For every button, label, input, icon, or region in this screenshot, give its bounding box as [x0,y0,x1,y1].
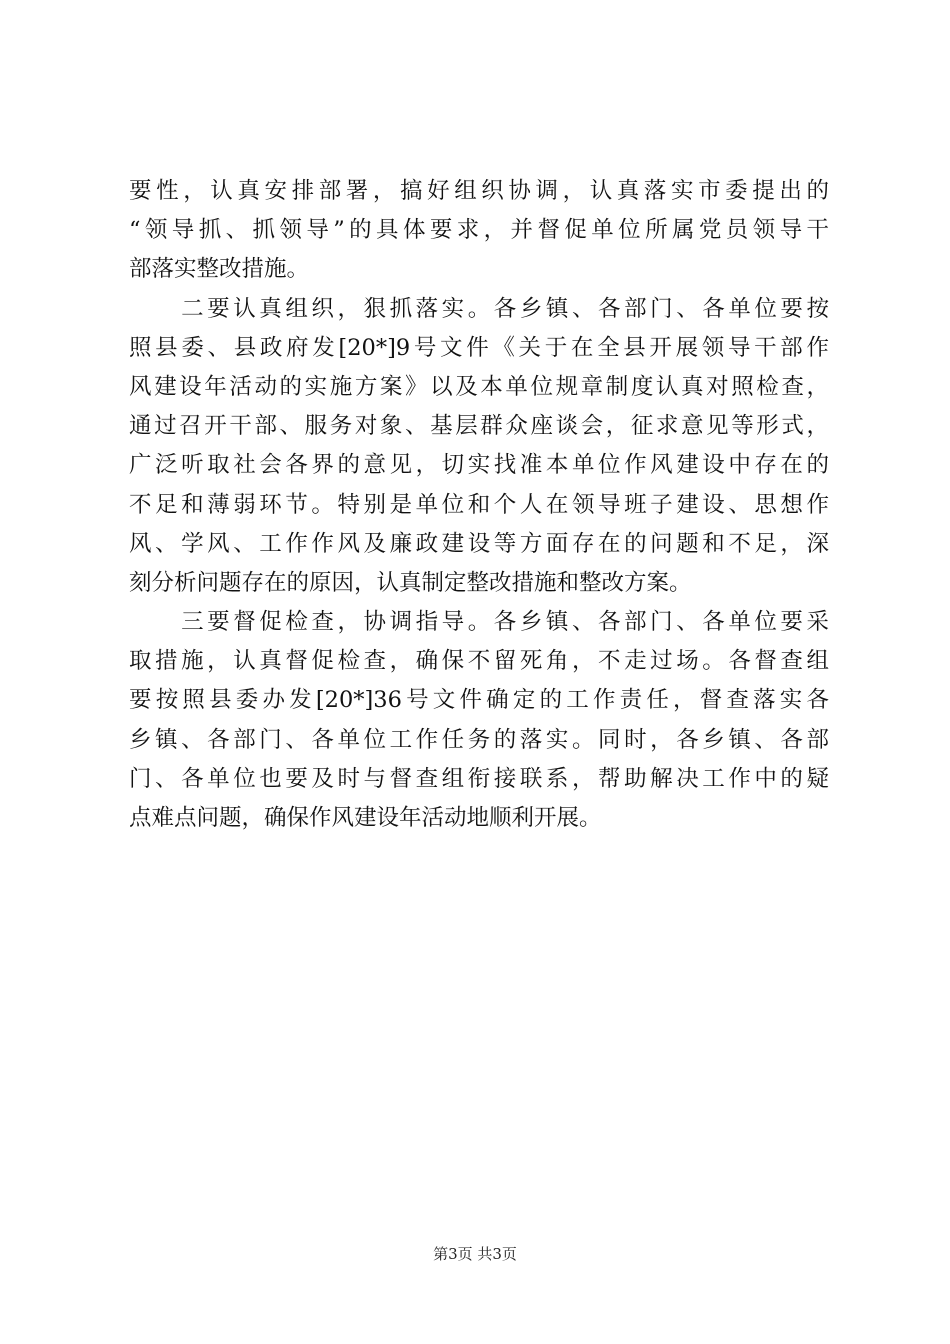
text-line: 要性，认真安排部署，搞好组织协调，认真落实市委提出的 [129,178,829,204]
text-line: 风、学风、工作作风及廉政建设等方面存在的问题和不足，深 [129,530,829,557]
text-line: 取措施，认真督促检查，确保不留死角，不走过场。各督查组 [129,648,829,675]
text-line: 广泛听取社会各界的意见，切实找准本单位作风建设中存在的 [129,452,829,479]
text-line: 刻分析问题存在的原因，认真制定整改措施和整改方案。 [129,569,692,596]
page-footer [0,1244,950,1264]
text-line: 二要认真组织，狠抓落实。各乡镇、各部门、各单位要按 [129,295,829,322]
text-line: 部落实整改措施。 [129,256,310,283]
body-text [129,172,829,838]
text-line: 三要督促检查，协调指导。各乡镇、各部门、各单位要采 [129,609,829,636]
text-line: 风建设年活动的实施方案》以及本单位规章制度认真对照检查， [129,373,829,400]
text-line: 点难点问题，确保作风建设年活动地顺利开展。 [129,805,602,831]
text-line: 乡镇、各部门、各单位工作任务的落实。同时，各乡镇、各部 [129,726,829,753]
text-line: 要按照县委办发[20*]36号文件确定的工作责任，督查落实各 [129,687,829,714]
text-line: “领导抓、抓领导”的具体要求，并督促单位所属党员领导干 [129,217,829,244]
text-line: 通过召开干部、服务对象、基层群众座谈会，征求意见等形式， [129,413,829,440]
page-number: 第3页 共3页 [433,1245,517,1263]
text-line: 不足和薄弱环节。特别是单位和个人在领导班子建设、思想作 [129,491,829,518]
text-line: 照县委、县政府发[20*]9号文件《关于在全县开展领导干部作 [129,334,829,361]
text-line: 门、各单位也要及时与督查组衔接联系，帮助解决工作中的疑 [129,765,829,792]
